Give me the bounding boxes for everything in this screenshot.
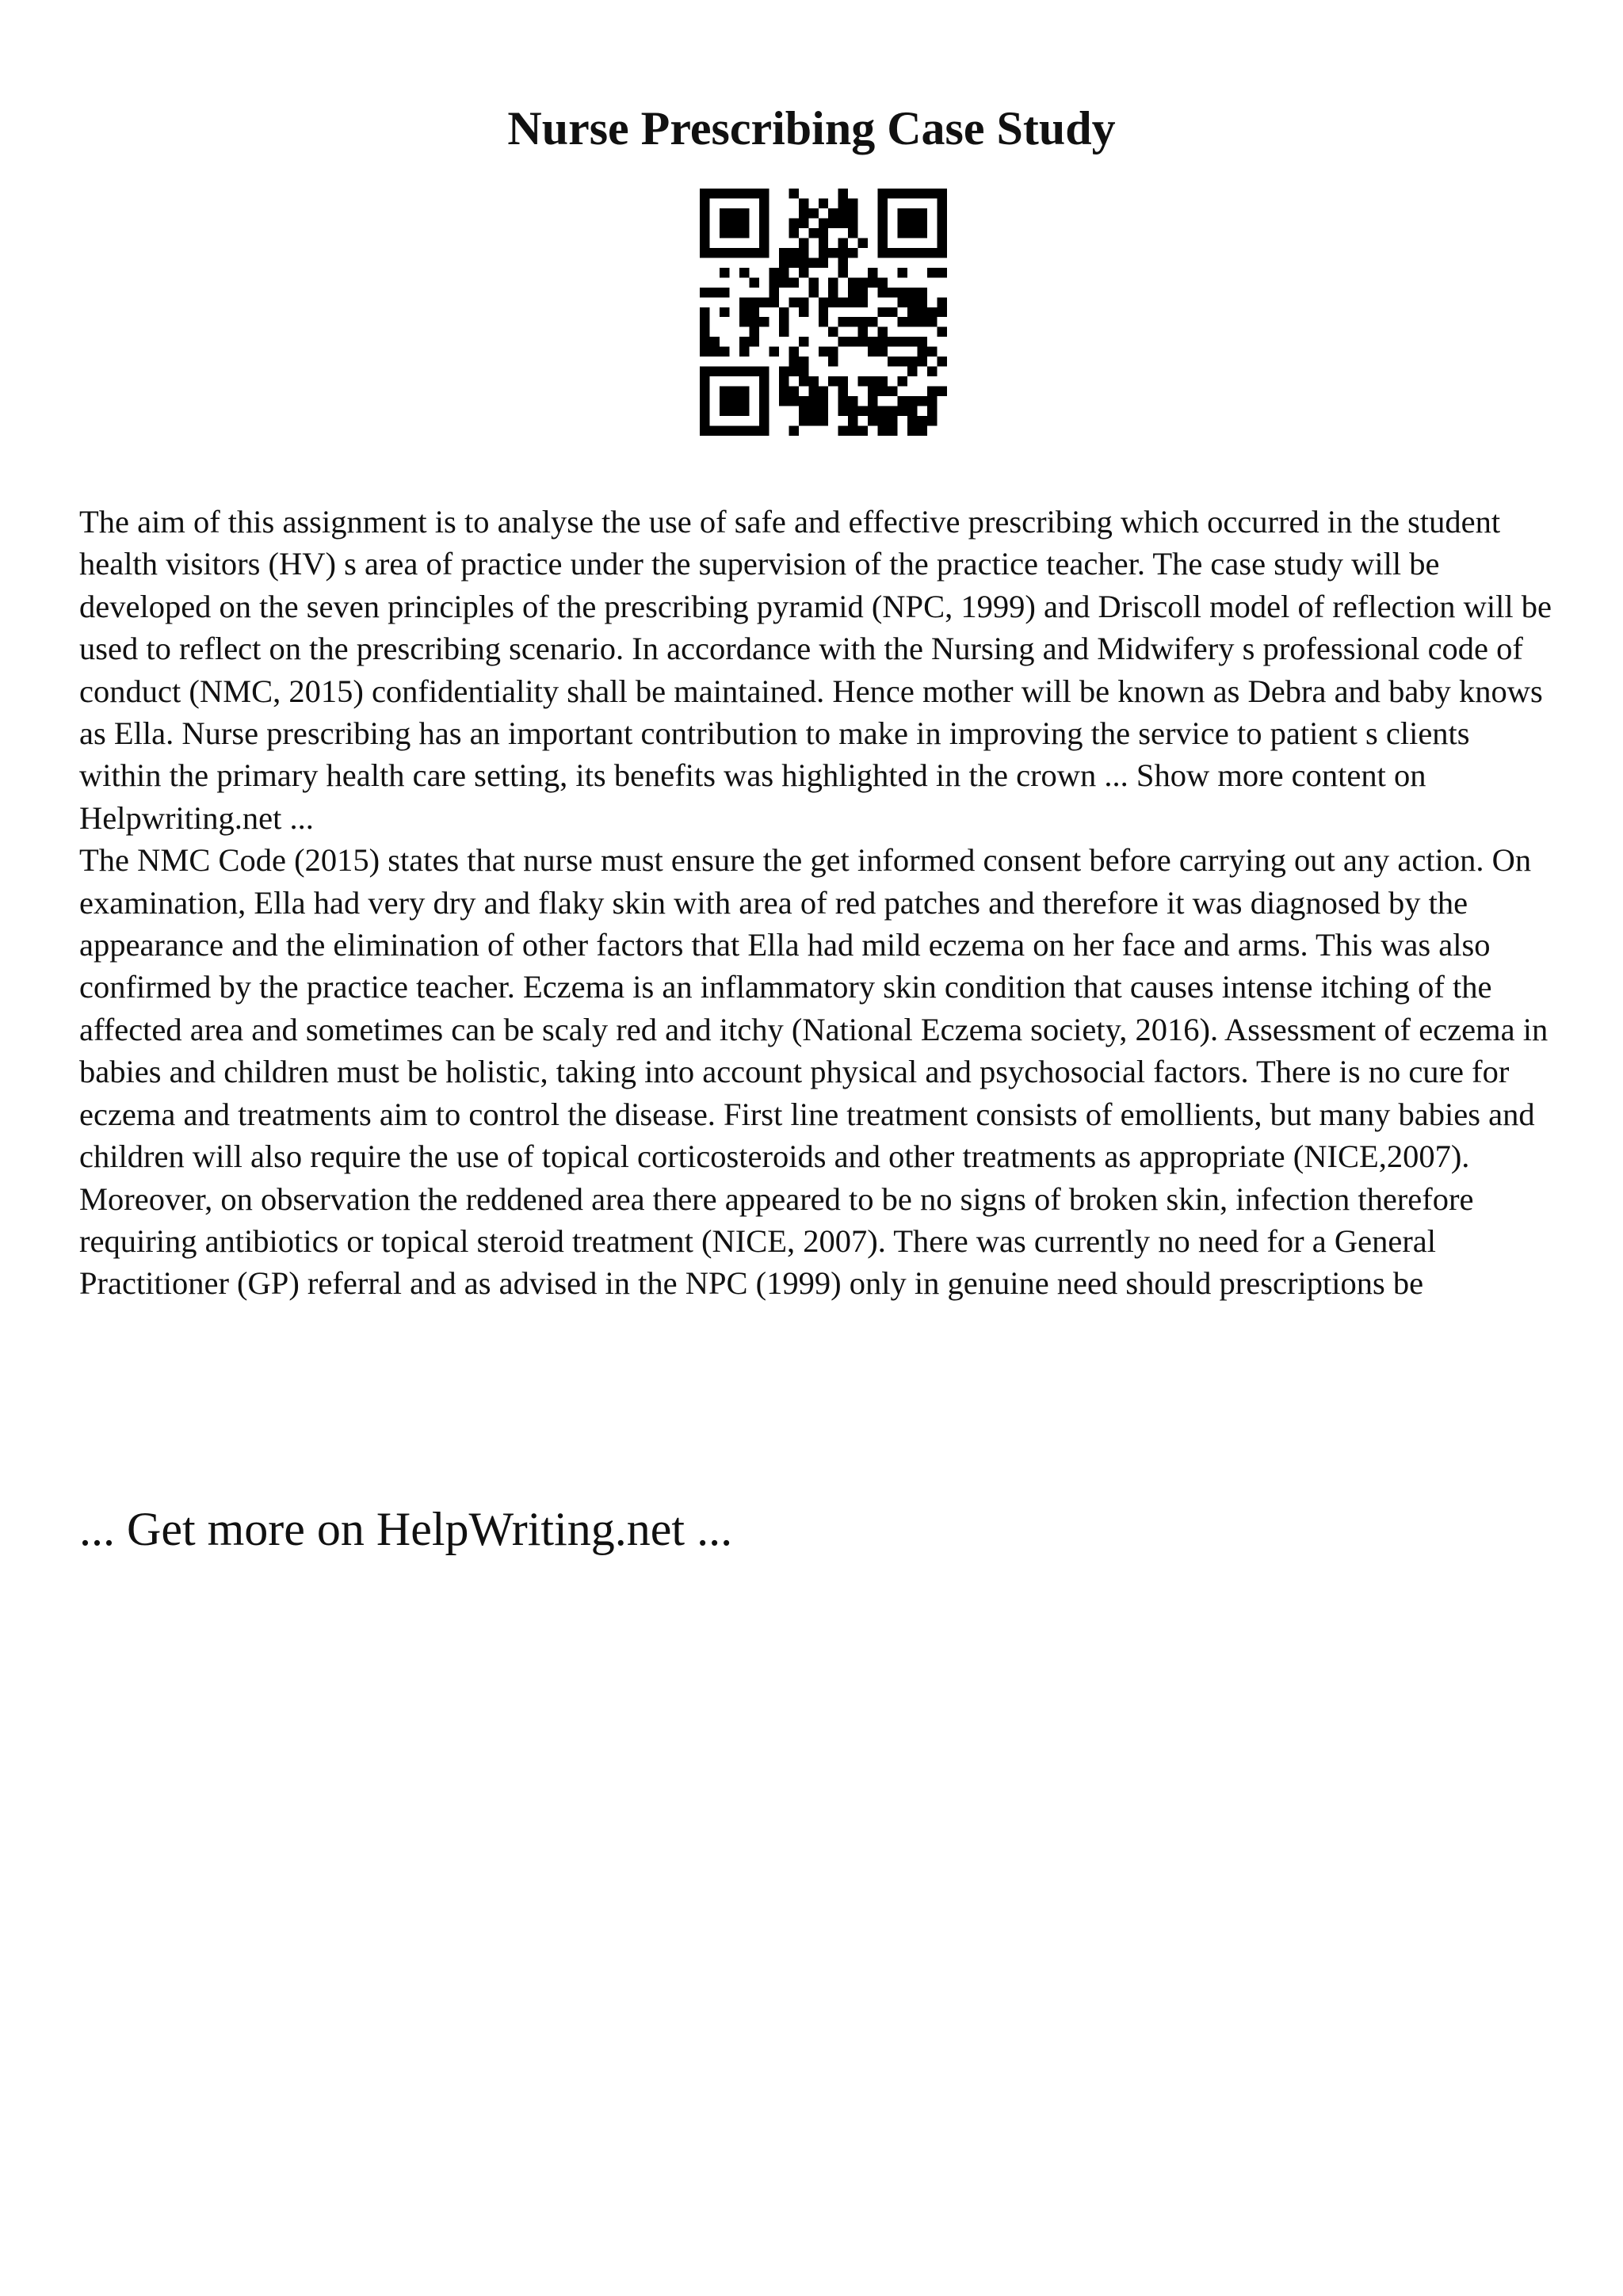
- page-title: Nurse Prescribing Case Study: [507, 102, 1116, 154]
- paragraph-intro: The aim of this assignment is to analyse the use of safe and effective prescribing which occurred in the student health visitors (HV) s area of practice under the supervision of the practice teacher. The case study will be developed on the seven principles of the prescribing pyramid (NPC, 1999) and Driscoll model of reflection will be used to reflect on the prescribing scenario. In accordance with the Nursing and Midwifery s professional code of conduct (NMC, 2015) confidentiality shall be maintained. Hence mother will be known as Debra and baby knows as Ella. Nurse prescribing has an important contribution to make in improving the service to patient s clients within the primary health care setting, its benefits was highlighted in the crown ... Show more content on Helpwriting.net ...: [79, 504, 1552, 836]
- get-more-link[interactable]: ... Get more on HelpWriting.net ...: [79, 1503, 733, 1555]
- qr-code-icon: [700, 189, 947, 436]
- paragraph-examination: The NMC Code (2015) states that nurse must ensure the get informed consent before carrying out any action. On examination, Ella had very dry and flaky skin with area of red patches and therefore it was diagnosed by the appearance and the elimination of other factors that Ella had mild eczema on her face and arms. This was also confirmed by the practice teacher. Eczema is an inflammatory skin condition that causes intense itching of the affected area and sometimes can be scaly red and itchy (National Eczema society, 2016). Assessment of eczema in babies and children must be holistic, taking into account physical and psychosocial factors. There is no cure for eczema and treatments aim to control the disease. First line treatment consists of emollients, but many babies and children will also require the use of topical corticosteroids and other treatments as appropriate (NICE,2007). Moreover, on observation the reddened area there appeared to be no signs of broken skin, infection therefore requiring antibiotics or topical steroid treatment (NICE, 2007). There was currently no need for a General Practitioner (GP) referral and as advised in the NPC (1999) only in genuine need should prescriptions be: [79, 842, 1549, 1302]
- qr-code: [700, 189, 947, 436]
- body-text: [79, 501, 1553, 1305]
